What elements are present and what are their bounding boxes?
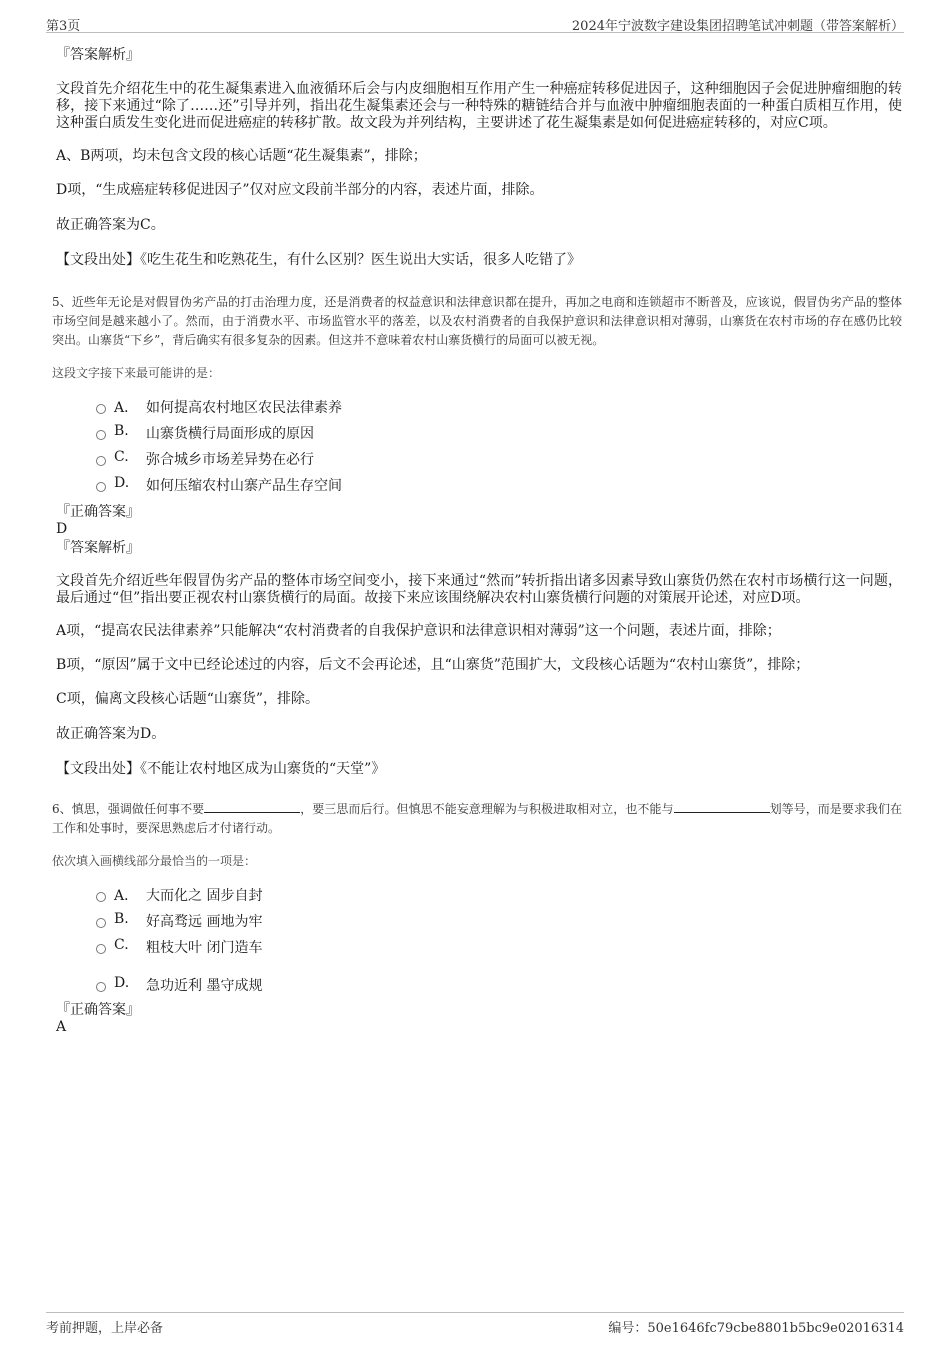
q5-analysis-a: A项，“提高农民法律素养”只能解决“农村消费者的自我保护意识和法律意识相对薄弱”这一个问题，表述片面，排除；	[56, 623, 781, 639]
radio-button[interactable]	[96, 456, 106, 466]
q5-answer: D	[56, 521, 68, 537]
q6-option-b[interactable]: B. 好高骛远 画地为牢	[96, 909, 902, 935]
q5-option-d[interactable]: D. 如何压缩农村山寨产品生存空间	[96, 473, 902, 499]
fill-blank-1	[204, 800, 300, 813]
q5-analysis-text: 文段首先介绍近些年假冒伪劣产品的整体市场空间变小，接下来通过“然而”转折指出诸多因素导致山寨货仍然在农村市场横行这一问题，最后通过“但”指出要正视农村山寨货横行的局面。故接下来应该围绕解决农村山寨货横行问题的对策展开论述，对应D项。	[56, 573, 902, 606]
q5-analysis-label: 『答案解析』	[56, 540, 140, 556]
q5-analysis-b: B项，“原因”属于文中已经论述过的内容，后文不会再论述，且“山寨货”范围扩大，文段核心话题为“农村山寨货”，排除；	[56, 657, 810, 673]
q5-question: 5、近些年无论是对假冒伪劣产品的打击治理力度，还是消费者的权益意识和法律意识都在提升，再加之电商和连锁超市不断普及，应该说，假冒伪劣产品的整体市场空间是越来越小了。然而，由于消费水平、市场监管水平的落差，以及农村消费者的自我保护意识和法律意识相对薄弱，山寨货在农村市场的存在感仍比较突出。山寨货“下乡”，背后确实有很多复杂的因素。但这并不意味着农村山寨货横行的局面可以被无视。	[52, 295, 902, 347]
document-id: 编号：50e1646fc79cbe8801b5bc9e02016314	[608, 1321, 904, 1336]
radio-button[interactable]	[96, 430, 106, 440]
q6-option-a[interactable]: A． 大而化之 固步自封	[96, 883, 902, 909]
q5-options	[52, 395, 902, 499]
radio-button[interactable]	[96, 482, 106, 492]
q5-option-b[interactable]: B. 山寨货横行局面形成的原因	[96, 421, 902, 447]
radio-button[interactable]	[96, 892, 106, 902]
q4-analysis-label: 『答案解析』	[56, 47, 140, 63]
q6-options	[52, 883, 902, 999]
q5-option-a[interactable]: A． 如何提高农村地区农民法律素养	[96, 395, 902, 421]
q6-option-d[interactable]: D. 急功近利 墨守成规	[96, 973, 902, 999]
q5-conclusion: 故正确答案为D。	[56, 726, 166, 742]
q5-source: 【文段出处】《不能让农村地区成为山寨货的“天堂”》	[56, 761, 386, 777]
q4-analysis-d: D项，“生成癌症转移促进因子”仅对应文段前半部分的内容，表述片面，排除。	[56, 182, 544, 198]
page-header	[46, 12, 904, 33]
page-content	[52, 44, 902, 1035]
radio-button[interactable]	[96, 982, 106, 992]
page-number: 第3页	[46, 19, 81, 34]
radio-button[interactable]	[96, 404, 106, 414]
q4-analysis-text: 文段首先介绍花生中的花生凝集素进入血液循环后会与内皮细胞相互作用产生一种癌症转移促进因子，这种细胞因子会促进肿瘤细胞的转移，接下来通过“除了……还”引导并列，指出花生凝集素还会与一种特殊的糖链结合并与血液中肿瘤细胞表面的一种蛋白质相互作用，使这种蛋白质发生变化进而促进癌症的转移扩散。故文段为并列结构，主要讲述了花生凝集素是如何促进癌症转移的，对应C项。	[56, 81, 902, 131]
q6-prompt: 依次填入画横线部分最恰当的一项是：	[52, 854, 257, 868]
q5-answer-label: 『正确答案』	[56, 504, 140, 520]
q4-analysis-ab: A、B两项，均未包含文段的核心话题“花生凝集素”，排除；	[56, 148, 427, 164]
q4-source: 【文段出处】《吃生花生和吃熟花生，有什么区别？医生说出大实话，很多人吃错了》	[56, 252, 581, 268]
q5-analysis-c: C项，偏离文段核心话题“山寨货”，排除。	[56, 691, 320, 707]
radio-button[interactable]	[96, 918, 106, 928]
footer-slogan: 考前押题，上岸必备	[46, 1321, 164, 1336]
q6-answer-label: 『正确答案』	[56, 1002, 140, 1018]
fill-blank-2	[674, 800, 770, 813]
q6-question: 6、慎思，强调做任何事不要 ，要三思而后行。但慎思不能妄意理解为与积极进取相对立，也不能与 划等号，而是要求我们在工作和处事时，要深思熟虑后才付诸行动。	[52, 802, 902, 835]
q4-conclusion: 故正确答案为C。	[56, 217, 165, 233]
document-title: 2024年宁波数字建设集团招聘笔试冲刺题（带答案解析）	[571, 19, 904, 34]
q6-answer: A	[56, 1019, 67, 1035]
q5-option-c[interactable]: C. 弥合城乡市场差异势在必行	[96, 447, 902, 473]
q6-option-c[interactable]: C. 粗枝大叶 闭门造车	[96, 935, 902, 961]
q5-prompt: 这段文字接下来最可能讲的是：	[52, 366, 221, 380]
radio-button[interactable]	[96, 944, 106, 954]
page-footer	[46, 1312, 904, 1335]
